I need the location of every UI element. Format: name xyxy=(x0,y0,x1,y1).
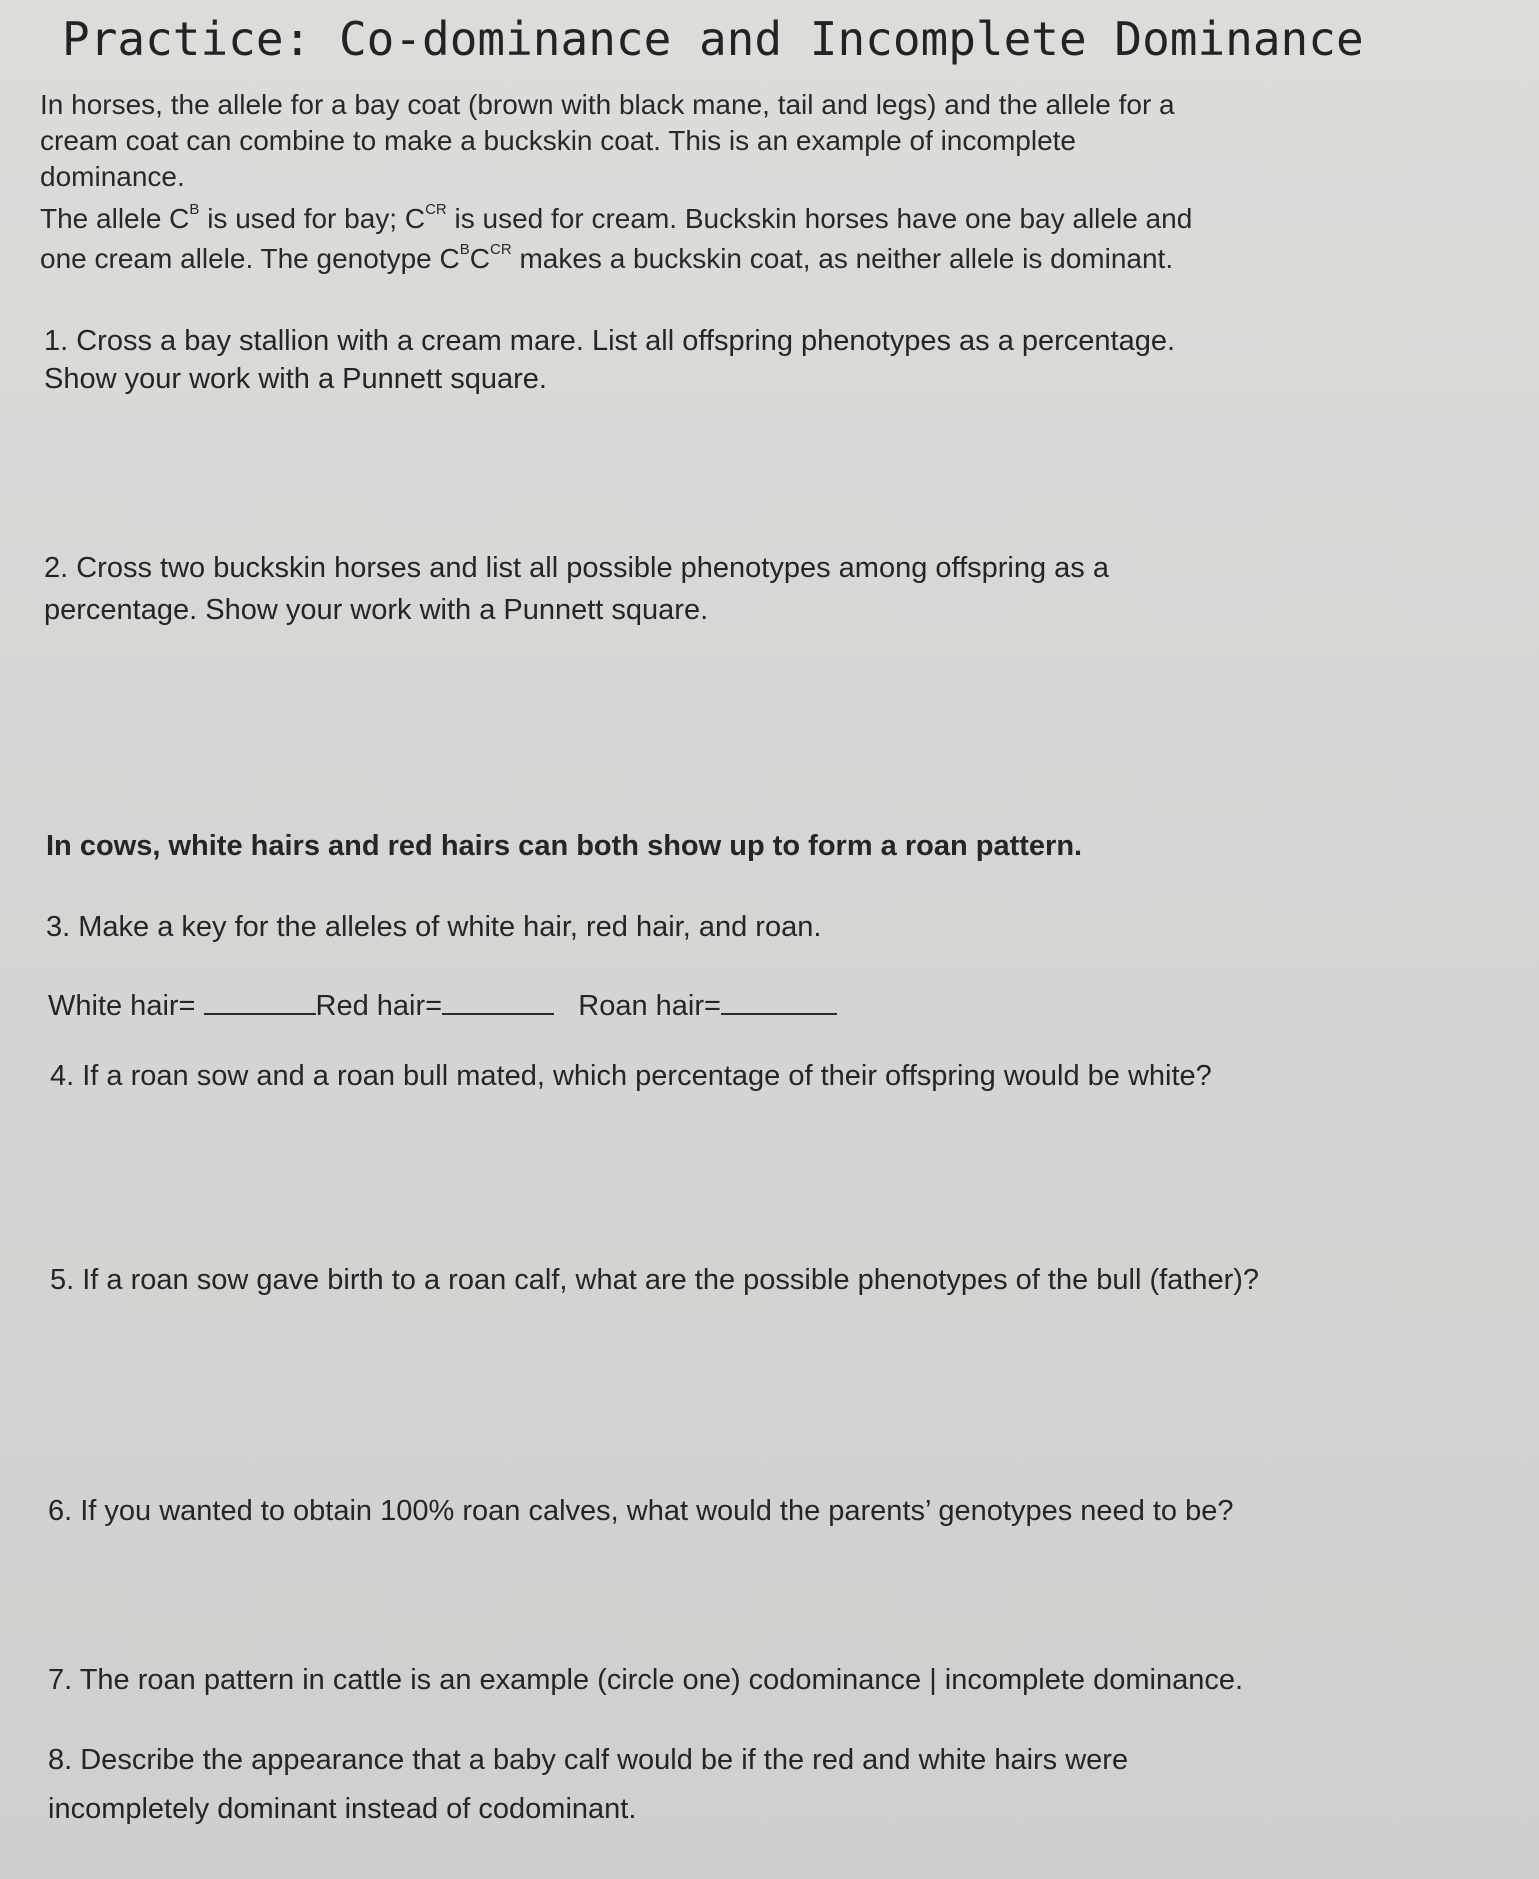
red-hair-label: Red hair= xyxy=(315,990,443,1022)
roan-hair-label: Roan hair= xyxy=(578,990,721,1022)
question-4: 4. If a roan sow and a roan bull mated, which percentage of their offspring would be white? xyxy=(50,1060,1212,1092)
genotype-text-3: makes a buckskin coat, as neither allele is dominant. xyxy=(511,243,1174,274)
allele-superscript-b: B xyxy=(189,200,200,218)
white-hair-label: White hair= xyxy=(48,990,196,1022)
intro-line-1: In horses, the allele for a bay coat (brown with black mane, tail and legs) and the allele for a xyxy=(40,89,1175,120)
question-8-line-2: incompletely dominant instead of codominant. xyxy=(48,1793,637,1825)
question-3: 3. Make a key for the alleles of white hair, red hair, and roan. xyxy=(46,911,822,943)
genotype-superscript-cr: CR xyxy=(490,240,512,258)
allele-superscript-cr: CR xyxy=(425,200,447,218)
worksheet-title: Practice: Co-dominance and Incomplete Dominance xyxy=(62,12,1364,66)
question-2-line-2: percentage. Show your work with a Punnett square. xyxy=(44,594,709,626)
white-hair-blank[interactable] xyxy=(204,991,316,1015)
genotype-definition-line xyxy=(40,240,1173,278)
allele-text-2: is used for bay; C xyxy=(199,203,426,234)
question-6: 6. If you wanted to obtain 100% roan calves, what would the parents’ genotypes need to be? xyxy=(48,1495,1234,1527)
intro-line-2: cream coat can combine to make a buckskin coat. This is an example of incomplete xyxy=(40,125,1076,156)
allele-text-3: is used for cream. Buckskin horses have one bay allele and xyxy=(446,203,1193,234)
question-2-line-1: 2. Cross two buckskin horses and list all possible phenotypes among offspring as a xyxy=(44,552,1109,584)
question-1-line-2: Show your work with a Punnett square. xyxy=(44,363,547,395)
roan-hair-blank[interactable] xyxy=(721,991,837,1015)
question-8-line-1: 8. Describe the appearance that a baby calf would be if the red and white hairs were xyxy=(48,1744,1129,1776)
genotype-text-2: C xyxy=(469,243,490,274)
question-7: 7. The roan pattern in cattle is an example (circle one) codominance | incomplete dominance. xyxy=(48,1664,1244,1696)
genotype-text-1: one cream allele. The genotype C xyxy=(40,243,460,274)
genotype-superscript-b: B xyxy=(459,240,470,258)
cows-intro-heading: In cows, white hairs and red hairs can both show up to form a roan pattern. xyxy=(46,830,1083,862)
allele-definition-line xyxy=(40,200,1192,238)
question-1-line-1: 1. Cross a bay stallion with a cream mare. List all offspring phenotypes as a percentage. xyxy=(44,325,1176,357)
question-5: 5. If a roan sow gave birth to a roan calf, what are the possible phenotypes of the bull (father)? xyxy=(50,1264,1260,1296)
allele-text-1: The allele C xyxy=(40,203,190,234)
red-hair-blank[interactable] xyxy=(442,991,554,1015)
allele-key-row xyxy=(48,986,837,1026)
intro-line-3: dominance. xyxy=(40,161,185,192)
